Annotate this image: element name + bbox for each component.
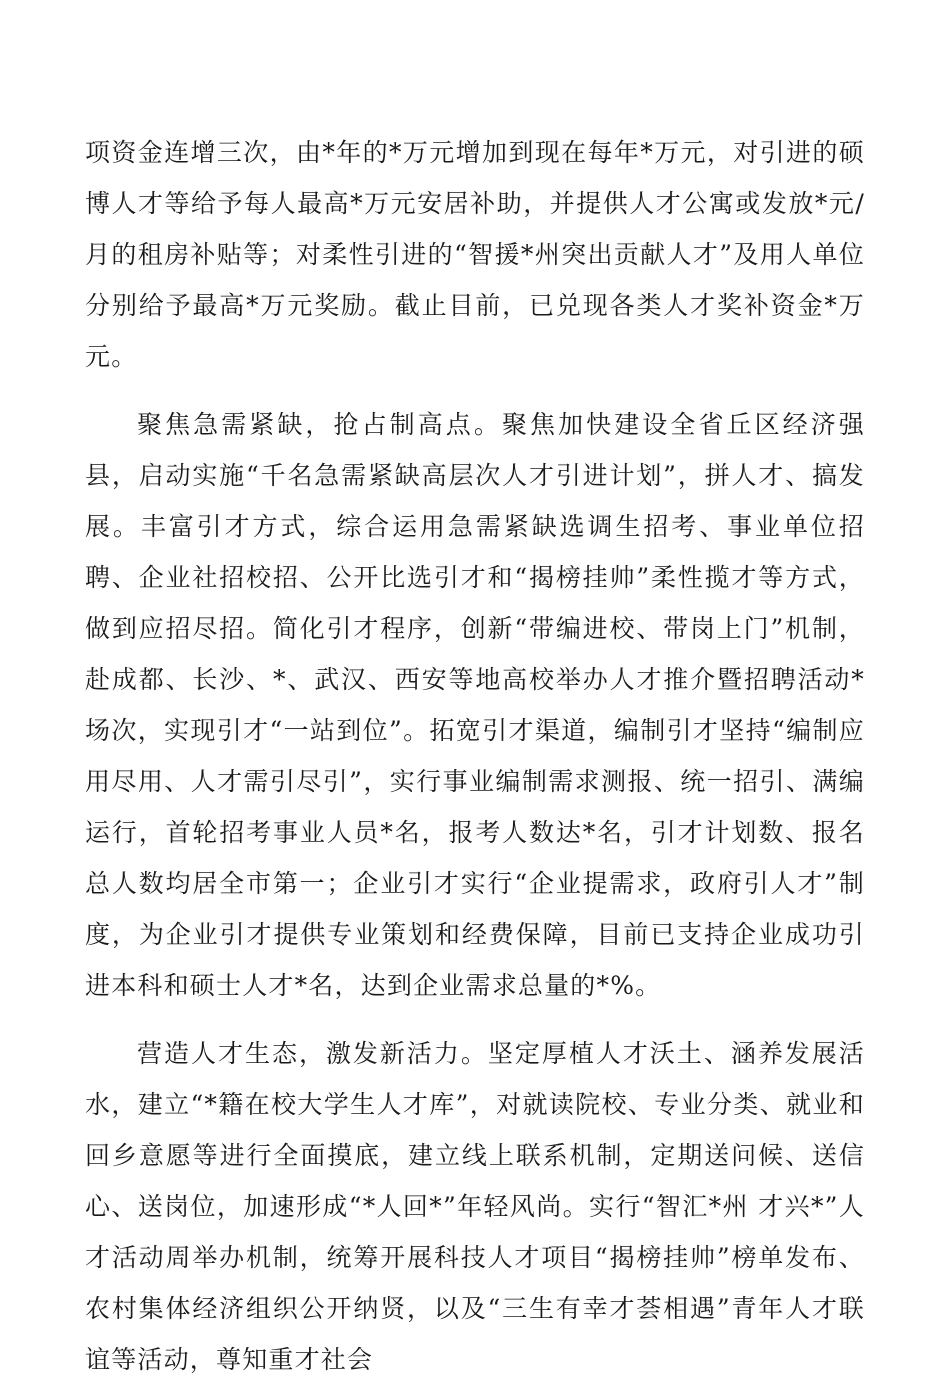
paragraph-3: 营造人才生态，激发新活力。坚定厚植人才沃土、涵养发展活水，建立“*籍在校大学生人才库”，对就读院校、专业分类、就业和回乡意愿等进行全面摸底，建立线上联系机制，定期送问候、送信心、送岗位，加速形成“*人回*”年轻风尚。实行“智汇*州 才兴*”人才活动周举办机制，统筹开展科技人才项目“揭榜挂帅”榜单发布、农村集体经济组织公开纳贤，以及“三生有幸才荟相遇”青年人才联谊等活动，尊知重才社会 — [85, 1039, 865, 1374]
document-body — [85, 127, 865, 1385]
paragraph-1: 项资金连增三次，由*年的*万元增加到现在每年*万元，对引进的硕博人才等给予每人最高*万元安居补助，并提供人才公寓或发放*元/月的租房补贴等；对柔性引进的“智援*州突出贡献人才”及用人单位分别给予最高*万元奖励。截止目前，已兑现各类人才奖补资金*万元。 — [85, 138, 865, 371]
paragraph-2: 聚焦急需紧缺，抢占制高点。聚焦加快建设全省丘区经济强县，启动实施“千名急需紧缺高层次人才引进计划”，拼人才、搞发展。丰富引才方式，综合运用急需紧缺选调生招考、事业单位招聘、企业社招校招、公开比选引才和“揭榜挂帅”柔性揽才等方式，做到应招尽招。简化引才程序，创新“带编进校、带岗上门”机制，赴成都、长沙、*、武汉、西安等地高校举办人才推介暨招聘活动*场次，实现引才“一站到位”。拓宽引才渠道，编制引才坚持“编制应用尽用、人才需引尽引”，实行事业编制需求测报、统一招引、满编运行，首轮招考事业人员*名，报考人数达*名，引才计划数、报名总人数均居全市第一；企业引才实行“企业提需求，政府引人才”制度，为企业引才提供专业策划和经费保障，目前已支持企业成功引进本科和硕士人才*名，达到企业需求总量的*%。 — [85, 410, 865, 1000]
